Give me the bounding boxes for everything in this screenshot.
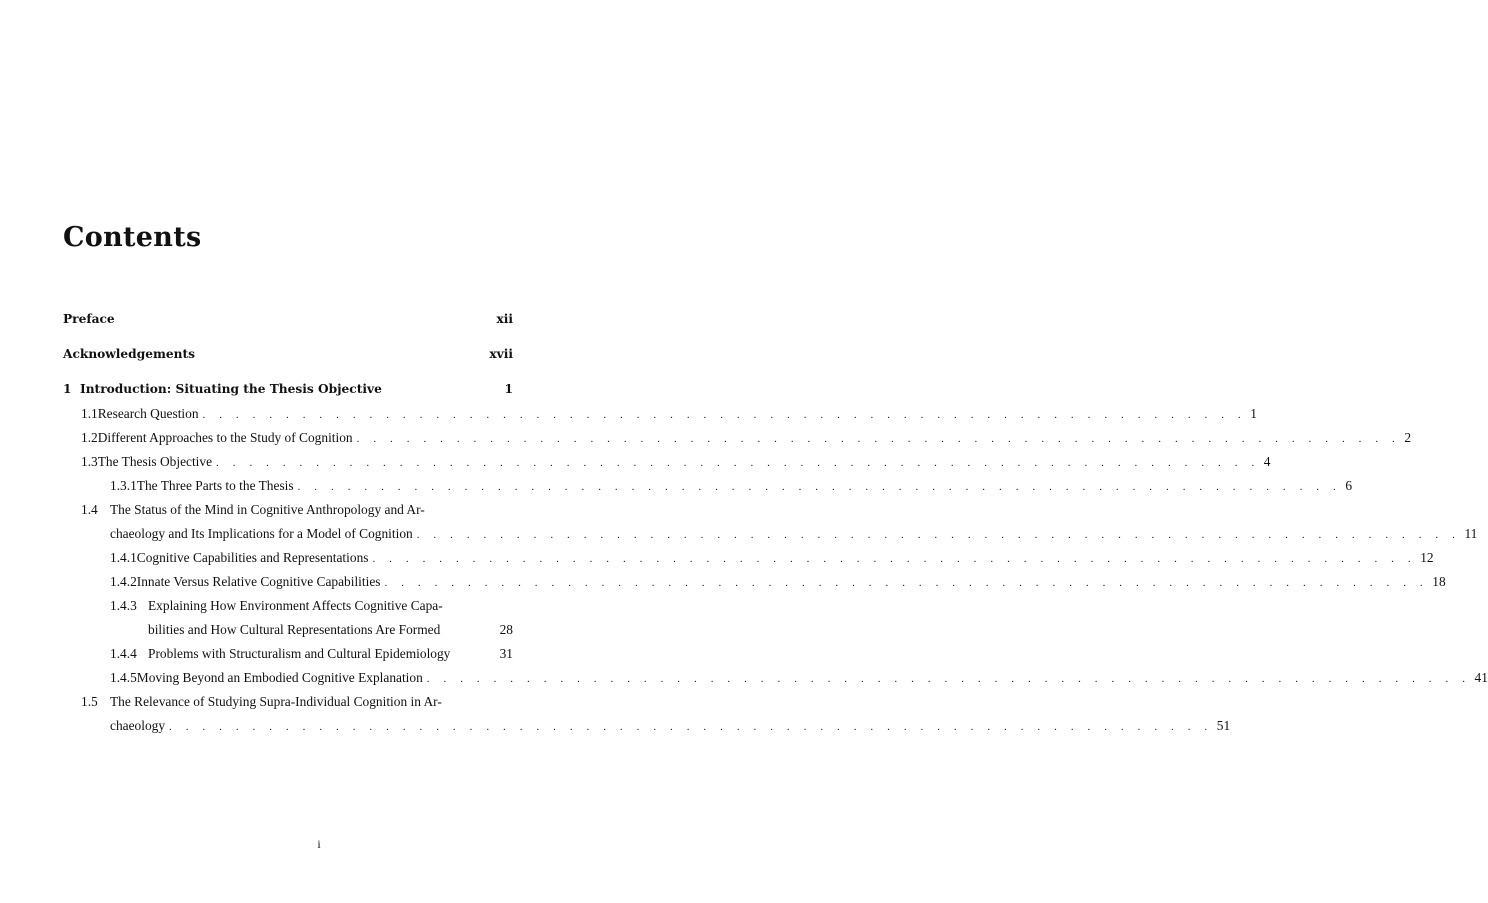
toc-entry-label-line-2: chaeology and Its Implications for a Model of Cognition: [110, 526, 413, 541]
toc-entry-number: 1.2: [81, 430, 98, 445]
toc-entry-section-1-3[interactable]: [81, 454, 1271, 470]
toc-entry-label: Preface: [63, 312, 115, 326]
page-title: Contents: [63, 222, 202, 253]
toc-entry-label: Problems with Structuralism and Cultural Epidemiology: [148, 646, 451, 661]
toc-entry-label: Cognitive Capabilities and Representations: [136, 550, 369, 565]
toc-entry-label: Different Approaches to the Study of Cognition: [97, 430, 353, 445]
toc-entry-preface[interactable]: [63, 312, 513, 326]
toc-entry-section-1-5[interactable]: [81, 694, 513, 710]
toc-entry-label-line-1: The Status of the Mind in Cognitive Anthropology and Ar-: [110, 502, 425, 517]
toc-entry-section-1-5-continued[interactable]: [110, 718, 1231, 734]
dot-leader: . . . . . . . . . . . . . . . . . . . . . . . . . . . . . . . . . . . . . . . . . . . . . . . . . . . . . . . . . . . . . . .: [426, 673, 1471, 685]
toc-entry-subsection-1-3-1[interactable]: [110, 478, 1353, 494]
toc-entry-label-line-2: chaeology: [110, 718, 166, 733]
toc-entry-page: 31: [499, 646, 513, 661]
toc-entry-number: 1.4.2: [110, 574, 137, 589]
toc-entry-section-1-2[interactable]: [81, 430, 1412, 446]
toc-entry-page: 2: [1404, 430, 1412, 445]
toc-entry-subsection-1-4-4[interactable]: [110, 646, 513, 662]
toc-entry-number: 1.4: [81, 502, 98, 517]
toc-entry-page: 1: [1250, 406, 1257, 421]
toc-entry-subsection-1-4-3-continued[interactable]: [148, 622, 513, 638]
dot-leader: . . . . . . . . . . . . . . . . . . . . . . . . . . . . . . . . . . . . . . . . . . . . . . . . . . . . . . . . . . . . . . .: [202, 409, 1247, 421]
toc-entry-label-line-1: Explaining How Environment Affects Cognitive Capa-: [148, 598, 443, 613]
toc-entry-number: 1.1: [81, 406, 98, 421]
toc-entry-label-line-1: The Relevance of Studying Supra-Individual Cognition in Ar-: [110, 694, 442, 709]
toc-entry-page: 4: [1263, 454, 1271, 469]
toc-entry-page: xii: [496, 312, 513, 326]
dot-leader: . . . . . . . . . . . . . . . . . . . . . . . . . . . . . . . . . . . . . . . . . . . . . . . . . . . . . . . . . . . . . . .: [384, 577, 1429, 589]
toc-entry-chapter-1[interactable]: [63, 382, 513, 396]
toc-entry-page: 51: [1216, 718, 1231, 733]
toc-entry-section-1-4[interactable]: [81, 502, 513, 518]
dot-leader: . . . . . . . . . . . . . . . . . . . . . . . . . . . . . . . . . . . . . . . . . . . . . . . . . . . . . . . . . . . . . . .: [169, 721, 1213, 733]
toc-entry-number: 1.5: [81, 694, 98, 709]
dot-leader: . . . . . . . . . . . . . . . . . . . . . . . . . . . . . . . . . . . . . . . . . . . . . . . . . . . . . . . . . . . . . . .: [216, 457, 1260, 469]
toc-entry-section-1-4-continued[interactable]: [110, 526, 1478, 542]
toc-entry-page: 12: [1420, 550, 1434, 565]
dot-leader: . . . . . . . . . . . . . . . . . . . . . . . . . . . . . . . . . . . . . . . . . . . . . . . . . . . . . . . . . . . . . . .: [297, 481, 1342, 493]
toc-entry-number: 1.3: [81, 454, 98, 469]
toc-entry-number: 1: [63, 382, 72, 396]
toc-entry-number: 1.4.1: [110, 550, 137, 565]
toc-entry-subsection-1-4-2[interactable]: [110, 574, 1446, 590]
toc-entry-page: 41: [1474, 670, 1488, 685]
toc-entry-number: 1.4.4: [110, 646, 137, 661]
toc-entry-page: 11: [1464, 526, 1478, 541]
toc-entry-number: 1.3.1: [110, 478, 137, 493]
dot-leader: . . . . . . . . . . . . . . . . . . . . . . . . . . . . . . . . . . . . . . . . . . . . . . . . . . . . . . . . . . . . . . .: [356, 433, 1401, 445]
toc-entry-label: Innate Versus Relative Cognitive Capabilities: [136, 574, 381, 589]
toc-entry-number: 1.4.5: [110, 670, 137, 685]
toc-entry-page: 18: [1432, 574, 1446, 589]
toc-entry-page: 6: [1345, 478, 1353, 493]
toc-entry-label: Moving Beyond an Embodied Cognitive Explanation: [136, 670, 423, 685]
toc-entry-subsection-1-4-3[interactable]: [110, 598, 513, 614]
toc-entry-label: The Three Parts to the Thesis: [136, 478, 294, 493]
toc-entry-page: 28: [499, 622, 513, 637]
toc-entry-acknowledgements[interactable]: [63, 347, 513, 361]
toc-entry-subsection-1-4-5[interactable]: [110, 670, 1488, 686]
toc-entry-page: xvii: [489, 347, 513, 361]
toc-entry-label: Research Question: [97, 406, 199, 421]
toc-entry-section-1-1[interactable]: [81, 406, 1257, 422]
page-number-footer: i: [317, 837, 321, 851]
toc-entry-number: 1.4.3: [110, 598, 137, 613]
toc-entry-subsection-1-4-1[interactable]: [110, 550, 1434, 566]
toc-entry-page: 1: [504, 382, 513, 396]
toc-entry-label: Introduction: Situating the Thesis Objective: [80, 382, 382, 396]
dot-leader: . . . . . . . . . . . . . . . . . . . . . . . . . . . . . . . . . . . . . . . . . . . . . . . . . . . . . . . . . . . . . . .: [416, 529, 1461, 541]
toc-entry-label: Acknowledgements: [63, 347, 195, 361]
dot-leader: . . . . . . . . . . . . . . . . . . . . . . . . . . . . . . . . . . . . . . . . . . . . . . . . . . . . . . . . . . . . . . .: [372, 553, 1417, 565]
toc-entry-label: The Thesis Objective: [97, 454, 213, 469]
toc-entry-label-line-2: bilities and How Cultural Representations Are Formed: [148, 622, 441, 637]
